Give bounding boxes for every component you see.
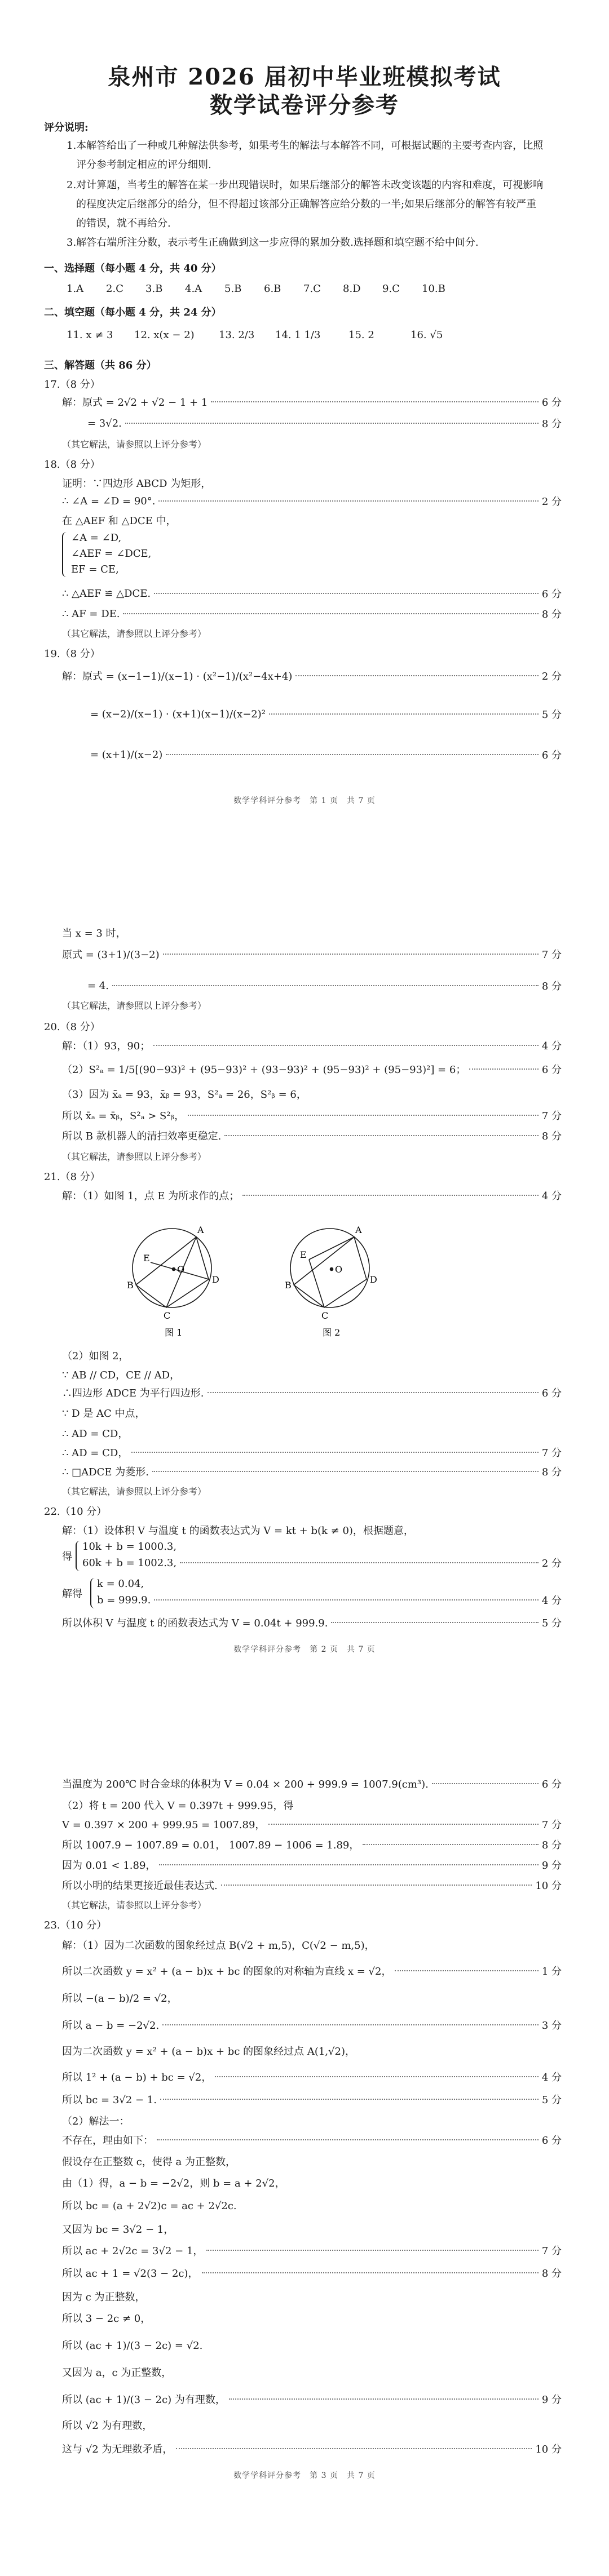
q22-step	[62, 1615, 562, 1630]
q19-step	[87, 978, 562, 993]
q21-line: ∵ AB // CD，CE // AD，	[62, 1369, 180, 1381]
q20-heading: 20.（8 分）	[44, 1021, 100, 1033]
q17-step-1	[62, 394, 562, 409]
q22-system-brace	[76, 1541, 81, 1571]
q23-line: 由（1）得，a − b = −2√2，则 b = a + 2√2，	[62, 2178, 285, 2189]
q22-heading: 22.（10 分）	[44, 1506, 107, 1518]
fill-answer: 11. x ≠ 3	[67, 329, 113, 341]
q23-line: 所以 −(a − b)/2 = √2，	[62, 1993, 178, 2005]
score: 6 分	[541, 1064, 562, 1076]
point-label-D: D	[212, 1274, 219, 1285]
other-method-note: （其它解法，请参照以上评分参考）	[62, 439, 207, 450]
q23-step	[62, 2069, 562, 2084]
q23-line: 假设存在正整数 c，使得 a 为正整数，	[62, 2156, 236, 2168]
q23-step-text: 所以 bc = 3√2 − 1.	[62, 2094, 157, 2106]
q22-step-text: 所以 1007.9 − 1007.89 = 0.01， 1007.89 − 1006 = 1.89，	[62, 1839, 360, 1851]
score: 8 分	[541, 1466, 562, 1478]
q23-line: 解：（1）因为二次函数的图象经过点 B(√2 + m,5)，C(√2 − m,5)，	[62, 1940, 375, 1952]
q19-step	[62, 947, 562, 961]
q23-step-text: 这与 √2 为无理数矛盾，	[62, 2444, 173, 2455]
q22-line: 得	[62, 1551, 72, 1563]
q22-step	[62, 1817, 562, 1832]
q23-line: 所以 (ac + 1)/(3 − 2c) = √2.	[62, 2340, 203, 2352]
scoring-note: 评分参考制定相应的评分细则.	[76, 159, 211, 171]
score: 5 分	[541, 709, 562, 721]
other-method-note: （其它解法，请参照以上评分参考）	[62, 1151, 207, 1162]
q19-step-text: = (x+1)/(x−2)	[90, 748, 163, 761]
scoring-heading: 评分说明:	[44, 122, 89, 134]
mc-answer: 5.B	[224, 283, 242, 295]
q20-step-text: 所以 x̄ₐ = x̄ᵦ，S²ₐ > S²ᵦ，	[62, 1110, 185, 1122]
score: 10 分	[535, 2444, 562, 2455]
mc-answer: 3.B	[145, 283, 163, 295]
mc-answer: 6.B	[264, 283, 281, 295]
scoring-note: 的错误，就不再给分.	[76, 218, 171, 229]
q18-step-text: ∴ ∠A = ∠D = 90°.	[62, 495, 156, 507]
fill-answer: 12. x(x − 2)	[134, 329, 195, 341]
score: 9 分	[541, 2394, 562, 2406]
score: 8 分	[541, 418, 562, 430]
score: 10 分	[535, 1880, 562, 1892]
center-point	[173, 1268, 175, 1271]
q21-line: （2）如图 2，	[62, 1350, 129, 1362]
q22-step	[62, 1857, 562, 1872]
score: 4 分	[541, 1595, 562, 1607]
score: 7 分	[541, 1110, 562, 1122]
q23-step	[62, 2132, 562, 2147]
q22-equation: 60k + b = 1002.3,	[82, 1557, 177, 1569]
score: 6 分	[541, 1779, 562, 1790]
q18-step	[62, 494, 562, 508]
score: 8 分	[541, 1130, 562, 1142]
fill-answer: 16. √5	[411, 329, 443, 341]
score: 9 分	[541, 1860, 562, 1872]
point-label-A: A	[197, 1225, 204, 1235]
point-label-E: E	[143, 1253, 150, 1263]
q23-step-text: 所以 ac + 2√2c = 3√2 − 1，	[62, 2245, 204, 2257]
point-label-O: O	[335, 1264, 343, 1275]
point-label-B: B	[127, 1280, 134, 1291]
segment-AE	[309, 1237, 354, 1260]
page-footer: 数学学科评分参考 第 3 页 共 7 页	[233, 2471, 376, 2480]
score: 6 分	[541, 1387, 562, 1399]
page-footer: 数学学科评分参考 第 1 页 共 7 页	[233, 796, 376, 805]
point-label-O: O	[177, 1264, 185, 1275]
q19-line: 当 x = 3 时，	[62, 928, 126, 939]
q23-line: 因为二次函数 y = x² + (a − b)x + bc 的图象经过点 A(1,√2)，	[62, 2046, 355, 2058]
q23-step	[62, 2092, 562, 2107]
q23-step	[62, 1963, 562, 1978]
score: 7 分	[541, 949, 562, 961]
q22-step-text: V = 0.397 × 200 + 999.95 = 1007.89，	[62, 1819, 266, 1831]
q22-line: 解：（1）设体积 V 与温度 t 的函数表达式为 V = kt + b(k ≠ 0)，根据题意，	[62, 1525, 414, 1537]
q23-line: 所以 √2 为有理数，	[62, 2420, 153, 2432]
q20-step	[62, 1038, 562, 1053]
score: 5 分	[541, 1617, 562, 1629]
q19-heading: 19.（8 分）	[44, 648, 100, 660]
point-label-D: D	[370, 1274, 377, 1285]
score: 6 分	[541, 750, 562, 761]
mc-answers	[67, 283, 461, 295]
scoring-note: 1.本解答给出了一种或几种解法供参考，如果考生的解法与本解答不同，可根据试题的主要考查内容，比照	[67, 140, 544, 152]
q18-condition: EF = CE,	[71, 564, 119, 575]
q22-step-text: 因为 0.01 < 1.89，	[62, 1860, 156, 1872]
score: 8 分	[541, 2268, 562, 2280]
q22-step	[62, 1878, 562, 1892]
q23-heading: 23.（10 分）	[44, 1919, 107, 1931]
q23-line: 所以 bc = (a + 2√2)c = ac + 2√2c.	[62, 2200, 237, 2212]
q18-step	[62, 606, 562, 621]
q23-step-text: 所以 (ac + 1)/(3 − 2c) 为有理数，	[62, 2394, 226, 2406]
score: 5 分	[541, 2094, 562, 2106]
q22-solution-brace	[90, 1578, 96, 1608]
mc-answer: 4.A	[185, 283, 202, 295]
mc-answer: 2.C	[106, 283, 123, 295]
score: 2 分	[541, 496, 562, 508]
q17-step-2	[87, 416, 562, 431]
q21-line: ∴ AD = CD，	[62, 1428, 129, 1440]
q20-step	[62, 1062, 562, 1076]
q19-step-text: 解：原式 = (x−1−1)/(x−1) · (x²−1)/(x²−4x+4)	[62, 671, 293, 682]
mc-answer: 10.B	[422, 283, 445, 295]
figure-1-caption: 图 1	[165, 1327, 183, 1338]
q21-line: ∵ D 是 AC 中点，	[62, 1408, 145, 1420]
q21-step	[62, 1464, 562, 1479]
q22-equation: k = 0.04,	[97, 1578, 144, 1590]
score: 7 分	[541, 1819, 562, 1831]
score: 4 分	[541, 1040, 562, 1052]
q17-step-text: 解：原式 = 2√2 + √2 − 1 + 1	[62, 397, 208, 409]
q21-figures	[124, 1206, 440, 1341]
other-method-note: （其它解法，请参照以上评分参考）	[62, 628, 207, 639]
q22-step	[62, 1776, 562, 1791]
score: 1 分	[541, 1966, 562, 1978]
q21-step-text: ∴ □ADCE 为菱形.	[62, 1466, 149, 1478]
q23-line: 所以 3 − 2c ≠ 0，	[62, 2313, 151, 2325]
scoring-note: 2.对计算题，当考生的解答在某一步出现错误时，如果后继部分的解答未改变该题的内容和难度，可视影响	[67, 179, 544, 191]
q20-step	[62, 1108, 562, 1123]
q20-step-text: （2）S²ₐ = 1/5[(90−93)² + (95−93)² + (93−93)² + (95−93)² + (95−93)²] = 6；	[62, 1064, 466, 1076]
q22-step-text: 当温度为 200℃ 时合金球的体积为 V = 0.04 × 200 + 999.9 = 1007.9(cm³).	[62, 1779, 429, 1790]
q18-step	[62, 586, 562, 601]
q22-step	[82, 1555, 562, 1570]
score: 7 分	[541, 1447, 562, 1459]
q22-line: （2）将 t = 200 代入 V = 0.397t + 999.95，得	[62, 1800, 294, 1812]
page-footer: 数学学科评分参考 第 2 页 共 7 页	[233, 1645, 376, 1654]
q19-step-text: 原式 = (3+1)/(3−2)	[62, 949, 160, 961]
q19-step-text: = 4.	[87, 979, 109, 992]
score: 6 分	[541, 2135, 562, 2147]
figure-2	[290, 1229, 369, 1307]
q23-step-text: 不存在，理由如下：	[62, 2135, 153, 2147]
point-label-A: A	[355, 1225, 362, 1235]
q18-system-brace	[62, 532, 69, 577]
score: 8 分	[541, 609, 562, 620]
title-line-1: 泉州市 2026 届初中毕业班模拟考试	[108, 64, 501, 90]
circle	[290, 1229, 369, 1307]
q20-step-text: 所以 B 款机器人的清扫效率更稳定.	[62, 1130, 222, 1142]
q23-step-text: 所以二次函数 y = x² + (a − b)x + bc 的图象的对称轴为直线 x = √2，	[62, 1966, 392, 1978]
scoring-note: 3.解答右端所注分数，表示考生正确做到这一步应得的累加分数.选择题和填空题不给中间分.	[67, 237, 479, 249]
q22-equation: b = 999.9.	[97, 1594, 151, 1606]
q22-step	[97, 1593, 562, 1607]
q18-line: 证明：∵四边形 ABCD 为矩形，	[62, 478, 211, 490]
score: 4 分	[541, 2072, 562, 2083]
score: 4 分	[541, 1190, 562, 1202]
mc-answer: 8.D	[343, 283, 361, 295]
score: 7 分	[541, 2245, 562, 2257]
point-label-C: C	[321, 1310, 329, 1321]
title-line-2: 数学试卷评分参考	[210, 92, 399, 118]
fill-answer: 14. 1 1/3	[275, 329, 321, 341]
q23-line: 因为 c 为正整数，	[62, 2291, 145, 2303]
other-method-note: （其它解法，请参照以上评分参考）	[62, 1486, 207, 1497]
q22-step-text: 所以体积 V 与温度 t 的函数表达式为 V = 0.04t + 999.9.	[62, 1617, 328, 1629]
point-label-C: C	[164, 1310, 171, 1321]
q19-step-text: = (x−2)/(x−1) · (x+1)(x−1)/(x−2)²	[90, 708, 266, 720]
q23-step-text: 所以 a − b = −2√2.	[62, 2020, 160, 2032]
q23-step	[62, 2392, 562, 2406]
q18-step-text: ∴ AF = DE.	[62, 608, 120, 620]
score: 8 分	[541, 981, 562, 992]
q18-heading: 18.（8 分）	[44, 459, 100, 471]
score: 3 分	[541, 2020, 562, 2032]
q23-line: （2）解法一：	[62, 2116, 130, 2127]
q21-step	[62, 1445, 562, 1460]
q20-line: （3）因为 x̄ₐ = 93，x̄ᵦ = 93，S²ₐ = 26，S²ᵦ = 6，	[62, 1089, 307, 1101]
fill-answer: 13. 2/3	[219, 329, 255, 341]
q21-step	[62, 1188, 562, 1203]
q19-step	[90, 707, 562, 721]
point-label-B: B	[285, 1280, 292, 1291]
figure-1	[133, 1229, 211, 1307]
score: 8 分	[541, 1839, 562, 1851]
q17-heading: 17.（8 分）	[44, 379, 100, 391]
q18-line: 在 △AEF 和 △DCE 中，	[62, 515, 176, 527]
page-3	[0, 1685, 609, 2576]
q21-heading: 21.（8 分）	[44, 1171, 100, 1183]
q20-step-text: 解：（1）93，90；	[62, 1040, 151, 1052]
q23-step	[62, 2018, 562, 2032]
q19-step	[90, 747, 562, 762]
q22-line: 解得	[62, 1588, 82, 1600]
q23-line: 又因为 a，c 为正整数，	[62, 2367, 172, 2379]
q23-line: 又因为 bc = 3√2 − 1，	[62, 2224, 174, 2236]
q18-condition: ∠AEF = ∠DCE,	[71, 548, 152, 560]
q23-step	[62, 2243, 562, 2258]
score: 2 分	[541, 1558, 562, 1569]
scoring-note: 的程度决定后继部分的给分，但不得超过该部分正确解答应给分数的一半;如果后继部分的解答有较严重	[76, 198, 537, 210]
score: 6 分	[541, 397, 562, 409]
q22-equation: 10k + b = 1000.3,	[82, 1541, 177, 1553]
q22-step-text: 所以小明的结果更接近最佳表达式.	[62, 1880, 218, 1892]
score: 6 分	[541, 588, 562, 600]
point-label-E: E	[300, 1249, 307, 1260]
quadrilateral	[294, 1237, 367, 1307]
q21-step	[62, 1385, 562, 1400]
other-method-note: （其它解法，请参照以上评分参考）	[62, 1000, 207, 1011]
fill-answers	[67, 329, 467, 341]
mc-answer: 1.A	[67, 283, 84, 295]
figure-2-caption: 图 2	[323, 1327, 341, 1338]
page-2	[0, 834, 609, 1685]
q18-step-text: ∴ △AEF ≌ △DCE.	[62, 587, 151, 600]
q22-step	[62, 1837, 562, 1852]
q23-step	[62, 2265, 562, 2280]
section-solutions: 三、解答题（共 86 分）	[44, 360, 157, 371]
center-point	[330, 1268, 333, 1271]
q20-step	[62, 1128, 562, 1143]
fill-answer: 15. 2	[348, 329, 374, 341]
mc-answer: 7.C	[303, 283, 321, 295]
q19-step	[62, 668, 562, 683]
q18-condition: ∠A = ∠D,	[71, 532, 122, 544]
quadrilateral	[136, 1237, 209, 1307]
score: 2 分	[541, 671, 562, 682]
section-multiple-choice: 一、选择题（每小题 4 分，共 40 分）	[44, 263, 222, 274]
other-method-note: （其它解法，请参照以上评分参考）	[62, 1900, 207, 1910]
q23-step-text: 所以 1² + (a − b) + bc = √2，	[62, 2072, 212, 2083]
circle	[133, 1229, 211, 1307]
q21-step-text: 解：（1）如图 1，点 E 为所求作的点；	[62, 1190, 240, 1202]
mc-answer: 9.C	[382, 283, 400, 295]
q23-step-text: 所以 ac + 1 = √2(3 − 2c)，	[62, 2268, 198, 2280]
q21-step-text: ∴四边形 ADCE 为平行四边形.	[62, 1387, 204, 1399]
q21-step-text: ∴ AD = CD，	[62, 1447, 129, 1459]
page-1	[0, 0, 609, 834]
section-fill-in: 二、填空题（每小题 4 分，共 24 分）	[44, 307, 222, 318]
q23-step	[62, 2441, 562, 2456]
q17-step-text: = 3√2.	[87, 417, 122, 429]
